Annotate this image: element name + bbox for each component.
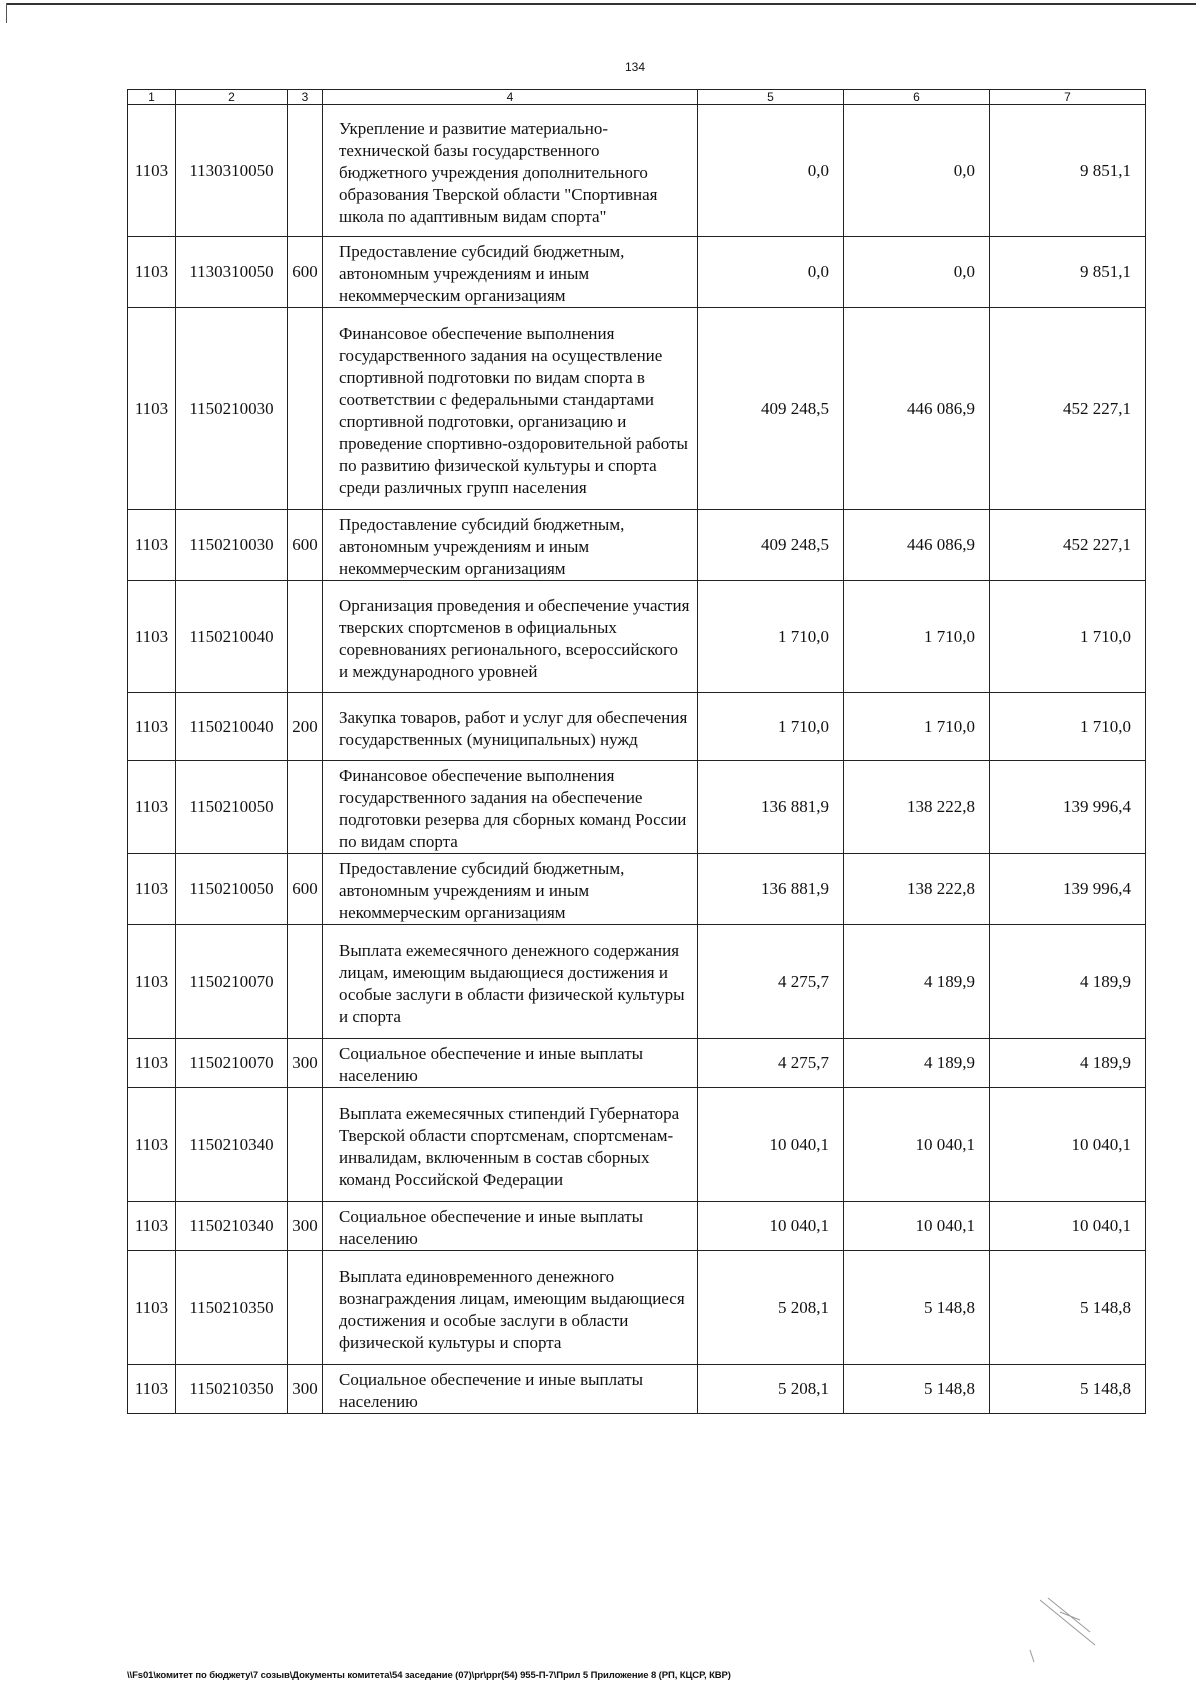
amount-cell-col7: 1 710,0	[990, 693, 1146, 761]
expense-type-cell: 600	[288, 237, 323, 308]
amount-cell-col7: 5 148,8	[990, 1365, 1146, 1414]
expense-type-cell: 600	[288, 510, 323, 581]
table-body	[128, 105, 1146, 1414]
column-header: 5	[698, 90, 844, 105]
section-code-cell: 1103	[128, 761, 176, 854]
description-cell: Предоставление субсидий бюджетным, автономным учреждениям и иным некоммерческим организациям	[323, 510, 698, 581]
amount-cell-col7: 9 851,1	[990, 237, 1146, 308]
amount-cell-col6: 10 040,1	[844, 1088, 990, 1202]
target-article-cell: 1150210050	[176, 761, 288, 854]
table-row	[128, 105, 1146, 237]
section-code-cell: 1103	[128, 237, 176, 308]
left-margin-mark	[6, 3, 7, 23]
column-header: 1	[128, 90, 176, 105]
amount-cell-col7: 10 040,1	[990, 1202, 1146, 1251]
section-code-cell: 1103	[128, 693, 176, 761]
target-article-cell: 1130310050	[176, 105, 288, 237]
amount-cell-col6: 138 222,8	[844, 761, 990, 854]
description-cell: Выплата ежемесячных стипендий Губернатора Тверской области спортсменам, спортсменам-инвалидам, включенным в состав сборных команд Российской Федерации	[323, 1088, 698, 1202]
description-cell: Финансовое обеспечение выполнения государственного задания на обеспечение подготовки резерва для сборных команд России по видам спорта	[323, 761, 698, 854]
target-article-cell: 1130310050	[176, 237, 288, 308]
section-code-cell: 1103	[128, 581, 176, 693]
top-border-line	[6, 3, 1196, 5]
description-cell: Предоставление субсидий бюджетным, автономным учреждениям и иным некоммерческим организациям	[323, 237, 698, 308]
amount-cell-col6: 5 148,8	[844, 1365, 990, 1414]
amount-cell-col6: 5 148,8	[844, 1251, 990, 1365]
amount-cell-col5: 409 248,5	[698, 308, 844, 510]
footer-file-path: \\Fs01\комитет по бюджету\7 созыв\Документы комитета\54 заседание (07)\pr\ppr(54) 955-П-7\Прил 5 Приложение 8 (РП, КЦСР, КВР)	[127, 1670, 731, 1681]
amount-cell-col5: 10 040,1	[698, 1088, 844, 1202]
amount-cell-col5: 409 248,5	[698, 510, 844, 581]
amount-cell-col5: 5 208,1	[698, 1251, 844, 1365]
table-row	[128, 1202, 1146, 1251]
description-cell: Предоставление субсидий бюджетным, автономным учреждениям и иным некоммерческим организациям	[323, 854, 698, 925]
column-number-row	[128, 90, 1146, 105]
amount-cell-col7: 4 189,9	[990, 1039, 1146, 1088]
amount-cell-col7: 139 996,4	[990, 761, 1146, 854]
column-header: 3	[288, 90, 323, 105]
amount-cell-col5: 1 710,0	[698, 581, 844, 693]
target-article-cell: 1150210340	[176, 1088, 288, 1202]
description-cell: Организация проведения и обеспечение участия тверских спортсменов в официальных соревнованиях регионального, всероссийского и международного уровней	[323, 581, 698, 693]
expense-type-cell	[288, 308, 323, 510]
amount-cell-col6: 446 086,9	[844, 308, 990, 510]
amount-cell-col6: 10 040,1	[844, 1202, 990, 1251]
page-number: 134	[624, 60, 646, 74]
table-row	[128, 581, 1146, 693]
column-header: 4	[323, 90, 698, 105]
amount-cell-col5: 5 208,1	[698, 1365, 844, 1414]
description-cell: Выплата единовременного денежного вознаграждения лицам, имеющим выдающиеся достижения и особые заслуги в области физической культуры и спорта	[323, 1251, 698, 1365]
section-code-cell: 1103	[128, 105, 176, 237]
section-code-cell: 1103	[128, 1251, 176, 1365]
description-cell: Укрепление и развитие материально-технической базы государственного бюджетного учреждения дополнительного образования Тверской области "Спортивная школа по адаптивным видам спорта"	[323, 105, 698, 237]
amount-cell-col5: 136 881,9	[698, 854, 844, 925]
amount-cell-col6: 4 189,9	[844, 925, 990, 1039]
expense-type-cell: 200	[288, 693, 323, 761]
section-code-cell: 1103	[128, 1365, 176, 1414]
table-row	[128, 925, 1146, 1039]
table-row	[128, 761, 1146, 854]
amount-cell-col6: 0,0	[844, 105, 990, 237]
column-header: 6	[844, 90, 990, 105]
section-code-cell: 1103	[128, 510, 176, 581]
target-article-cell: 1150210050	[176, 854, 288, 925]
description-cell: Выплата ежемесячного денежного содержания лицам, имеющим выдающиеся достижения и особые заслуги в области физической культуры и спорта	[323, 925, 698, 1039]
table-row	[128, 1088, 1146, 1202]
table-row	[128, 510, 1146, 581]
column-header: 7	[990, 90, 1146, 105]
amount-cell-col7: 452 227,1	[990, 510, 1146, 581]
column-header: 2	[176, 90, 288, 105]
table-row	[128, 1365, 1146, 1414]
target-article-cell: 1150210350	[176, 1251, 288, 1365]
expense-type-cell	[288, 1088, 323, 1202]
target-article-cell: 1150210350	[176, 1365, 288, 1414]
amount-cell-col7: 10 040,1	[990, 1088, 1146, 1202]
expense-type-cell	[288, 581, 323, 693]
amount-cell-col5: 136 881,9	[698, 761, 844, 854]
description-cell: Закупка товаров, работ и услуг для обеспечения государственных (муниципальных) нужд	[323, 693, 698, 761]
target-article-cell: 1150210030	[176, 510, 288, 581]
target-article-cell: 1150210340	[176, 1202, 288, 1251]
section-code-cell: 1103	[128, 1088, 176, 1202]
amount-cell-col7: 139 996,4	[990, 854, 1146, 925]
table-row	[128, 1251, 1146, 1365]
table-row	[128, 308, 1146, 510]
expense-type-cell	[288, 105, 323, 237]
table-row	[128, 693, 1146, 761]
target-article-cell: 1150210040	[176, 581, 288, 693]
expense-type-cell: 300	[288, 1365, 323, 1414]
amount-cell-col7: 1 710,0	[990, 581, 1146, 693]
section-code-cell: 1103	[128, 854, 176, 925]
amount-cell-col7: 5 148,8	[990, 1251, 1146, 1365]
description-cell: Социальное обеспечение и иные выплаты населению	[323, 1039, 698, 1088]
section-code-cell: 1103	[128, 925, 176, 1039]
expense-type-cell	[288, 925, 323, 1039]
amount-cell-col6: 1 710,0	[844, 693, 990, 761]
expense-type-cell: 300	[288, 1202, 323, 1251]
section-code-cell: 1103	[128, 1039, 176, 1088]
pen-mark-decoration	[1020, 1590, 1120, 1670]
expense-type-cell	[288, 1251, 323, 1365]
amount-cell-col6: 1 710,0	[844, 581, 990, 693]
budget-table	[127, 89, 1146, 1414]
target-article-cell: 1150210030	[176, 308, 288, 510]
amount-cell-col6: 138 222,8	[844, 854, 990, 925]
section-code-cell: 1103	[128, 308, 176, 510]
expense-type-cell	[288, 761, 323, 854]
amount-cell-col5: 10 040,1	[698, 1202, 844, 1251]
amount-cell-col5: 0,0	[698, 105, 844, 237]
description-cell: Социальное обеспечение и иные выплаты населению	[323, 1365, 698, 1414]
amount-cell-col6: 0,0	[844, 237, 990, 308]
amount-cell-col5: 1 710,0	[698, 693, 844, 761]
description-cell: Социальное обеспечение и иные выплаты населению	[323, 1202, 698, 1251]
table-row	[128, 237, 1146, 308]
target-article-cell: 1150210070	[176, 925, 288, 1039]
table-row	[128, 854, 1146, 925]
expense-type-cell: 600	[288, 854, 323, 925]
amount-cell-col5: 4 275,7	[698, 925, 844, 1039]
section-code-cell: 1103	[128, 1202, 176, 1251]
table-row	[128, 1039, 1146, 1088]
amount-cell-col7: 452 227,1	[990, 308, 1146, 510]
amount-cell-col5: 4 275,7	[698, 1039, 844, 1088]
amount-cell-col5: 0,0	[698, 237, 844, 308]
amount-cell-col7: 9 851,1	[990, 105, 1146, 237]
amount-cell-col6: 446 086,9	[844, 510, 990, 581]
amount-cell-col7: 4 189,9	[990, 925, 1146, 1039]
target-article-cell: 1150210040	[176, 693, 288, 761]
description-cell: Финансовое обеспечение выполнения государственного задания на осуществление спортивной подготовки по видам спорта в соответствии с федеральными стандартами спортивной подготовки, организацию и проведение спортивно-оздоровительной работы по развитию физической культуры и спорта среди различных групп населения	[323, 308, 698, 510]
target-article-cell: 1150210070	[176, 1039, 288, 1088]
expense-type-cell: 300	[288, 1039, 323, 1088]
amount-cell-col6: 4 189,9	[844, 1039, 990, 1088]
